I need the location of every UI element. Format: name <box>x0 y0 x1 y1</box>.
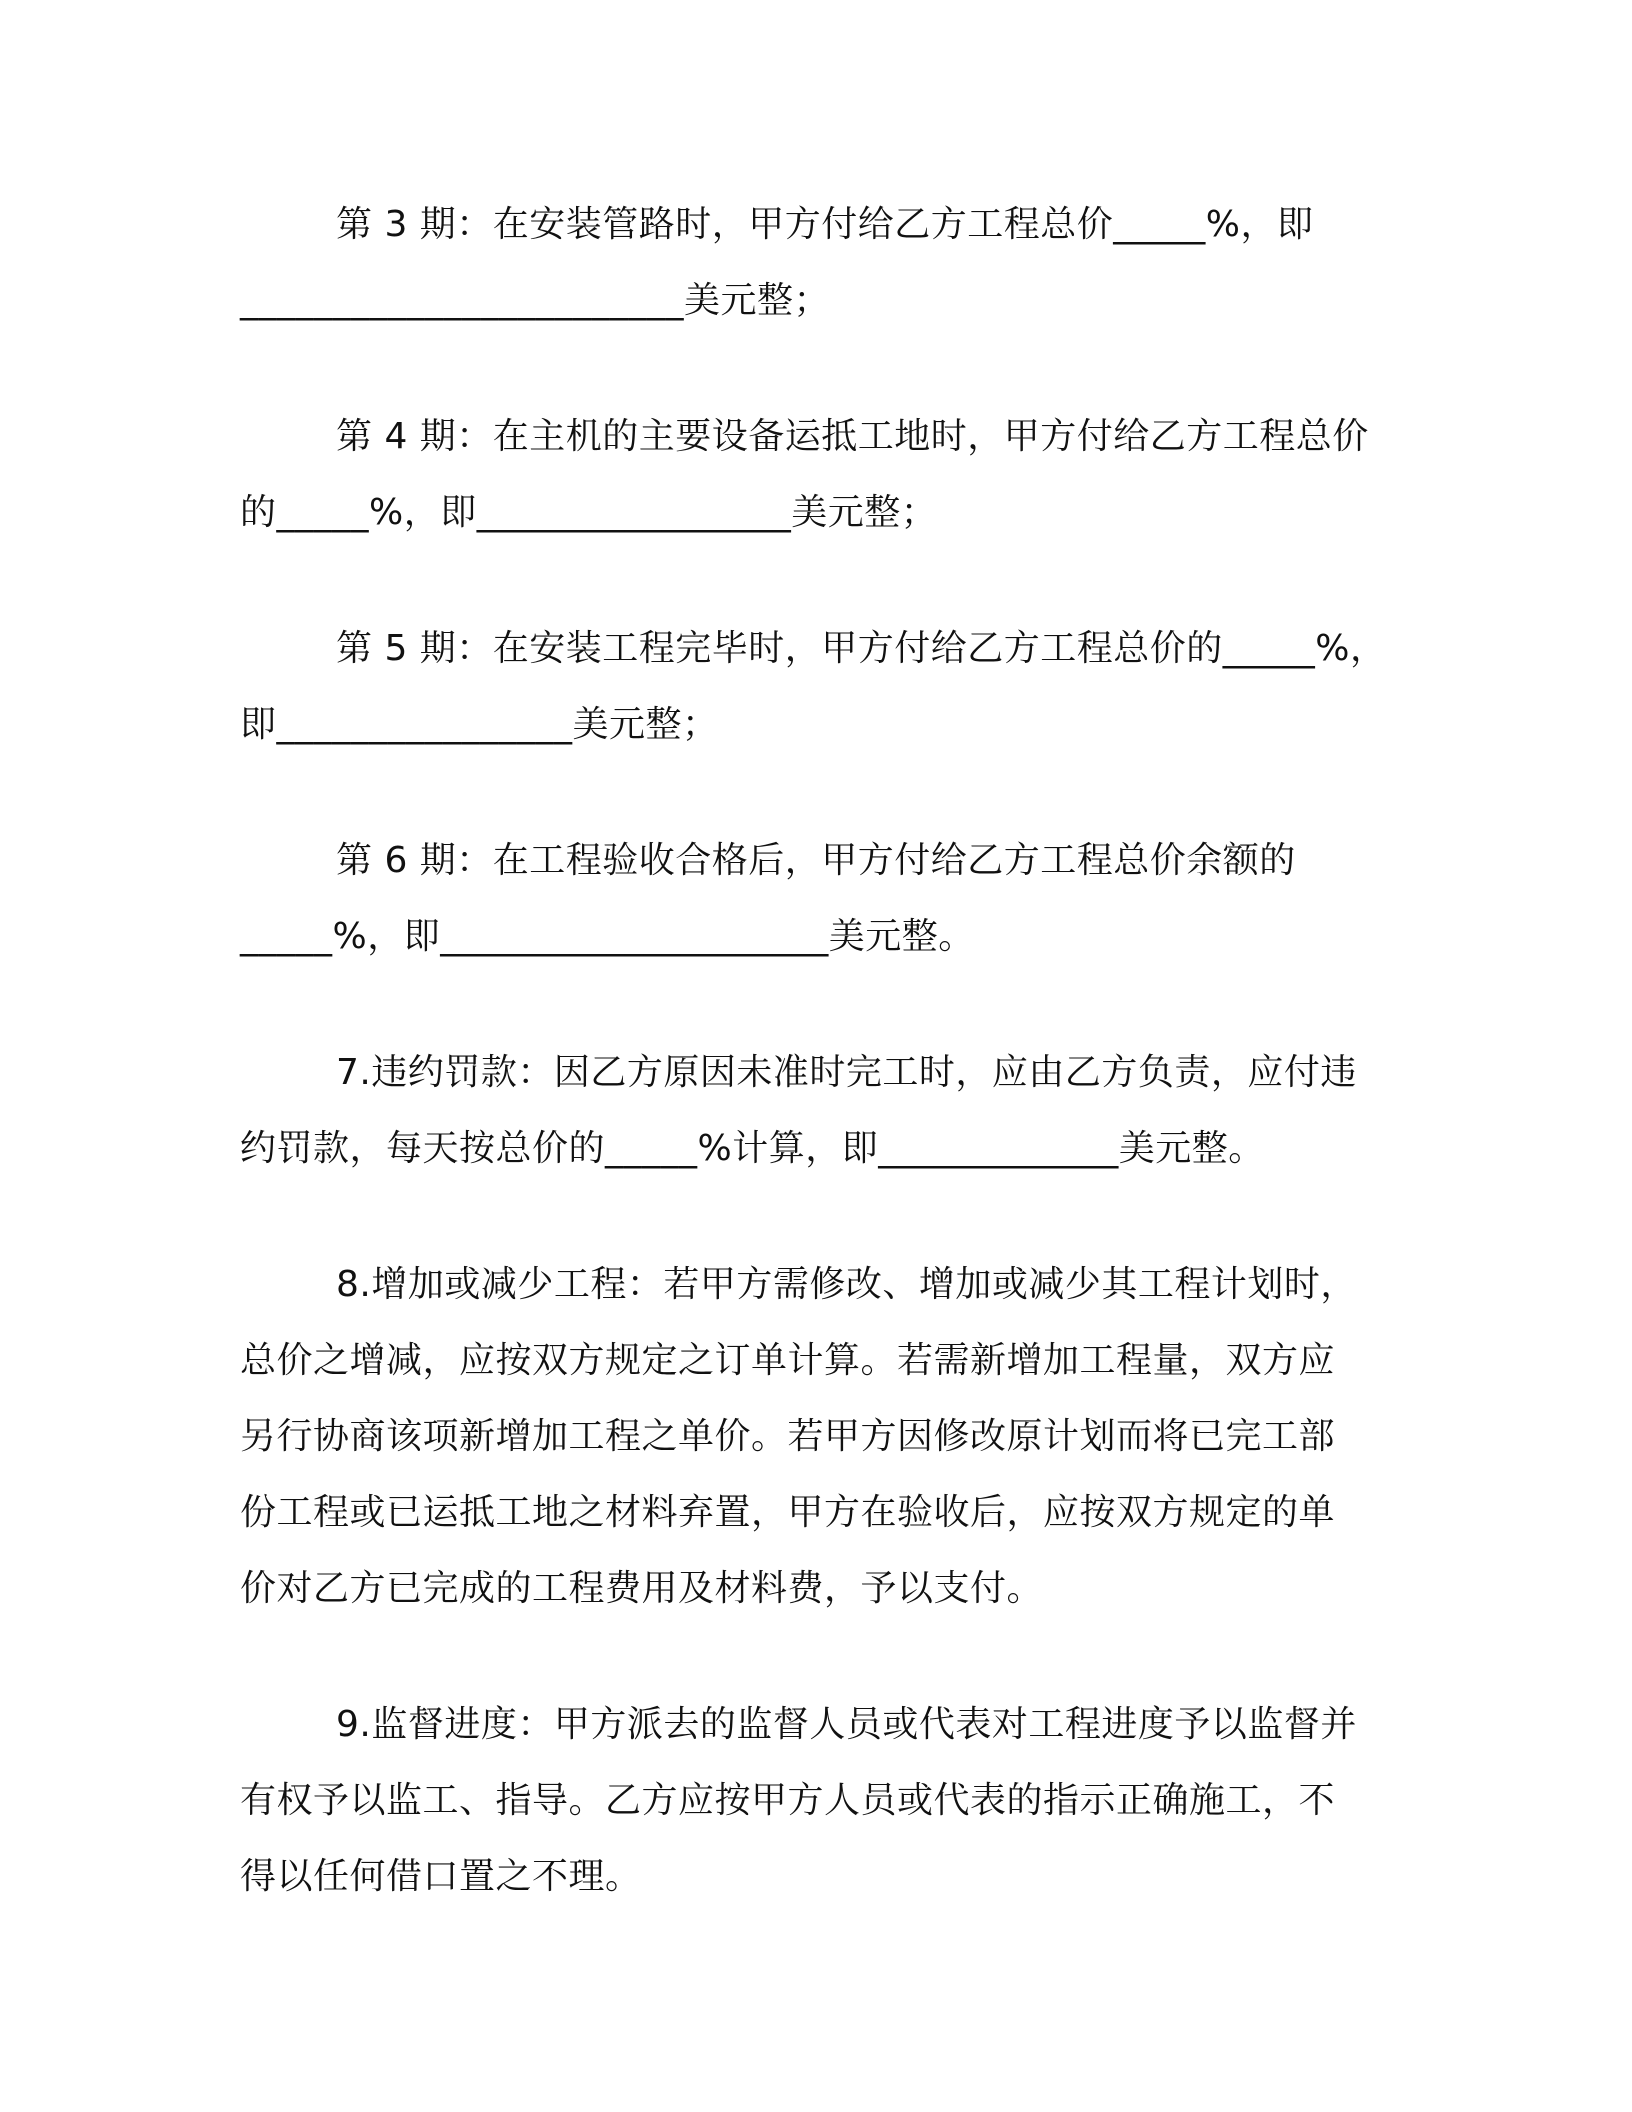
payment-installment-5 <box>240 611 1390 763</box>
clause-9-supervision <box>240 1687 1390 1915</box>
paragraph-line: 第 6 期：在工程验收合格后，甲方付给乙方工程总价余额的 <box>336 840 1296 881</box>
paragraph-line: 第 3 期：在安装管路时，甲方付给乙方工程总价_____%，即 <box>336 204 1314 245</box>
paragraph-line: 得以任何借口置之不理。 <box>240 1856 642 1897</box>
paragraph-line: 的_____%，即_________________美元整； <box>240 492 938 533</box>
paragraph-line: 8.增加或减少工程：若甲方需修改、增加或减少其工程计划时， <box>336 1264 1357 1305</box>
paragraph-line: 份工程或已运抵工地之材料弃置，甲方在验收后，应按双方规定的单 <box>240 1492 1336 1533</box>
payment-installment-4 <box>240 399 1390 551</box>
document-body <box>240 187 1390 1975</box>
paragraph-line: 7.违约罚款：因乙方原因未准时完工时，应由乙方负责，应付违 <box>336 1052 1357 1093</box>
paragraph-line: 第 4 期：在主机的主要设备运抵工地时，甲方付给乙方工程总价 <box>336 416 1369 457</box>
clause-8-change-of-work <box>240 1247 1390 1627</box>
payment-installment-6 <box>240 823 1390 975</box>
paragraph-line: 约罚款，每天按总价的_____%计算，即_____________美元整。 <box>240 1128 1265 1169</box>
paragraph-line: 另行协商该项新增加工程之单价。若甲方因修改原计划而将已完工部 <box>240 1416 1336 1457</box>
paragraph-line: ________________________美元整； <box>240 280 831 321</box>
payment-installment-3 <box>240 187 1390 339</box>
paragraph-line: 有权予以监工、指导。乙方应按甲方人员或代表的指示正确施工，不 <box>240 1780 1336 1821</box>
paragraph-line: 第 5 期：在安装工程完毕时，甲方付给乙方工程总价的_____%， <box>336 628 1387 669</box>
paragraph-line: 9.监督进度：甲方派去的监督人员或代表对工程进度予以监督并 <box>336 1704 1357 1745</box>
paragraph-line: _____%，即_____________________美元整。 <box>240 916 975 957</box>
paragraph-line: 即________________美元整； <box>240 704 719 745</box>
paragraph-line: 价对乙方已完成的工程费用及材料费，予以支付。 <box>240 1568 1044 1609</box>
clause-7-penalty <box>240 1035 1390 1187</box>
paragraph-line: 总价之增减，应按双方规定之订单计算。若需新增加工程量，双方应 <box>240 1340 1336 1381</box>
